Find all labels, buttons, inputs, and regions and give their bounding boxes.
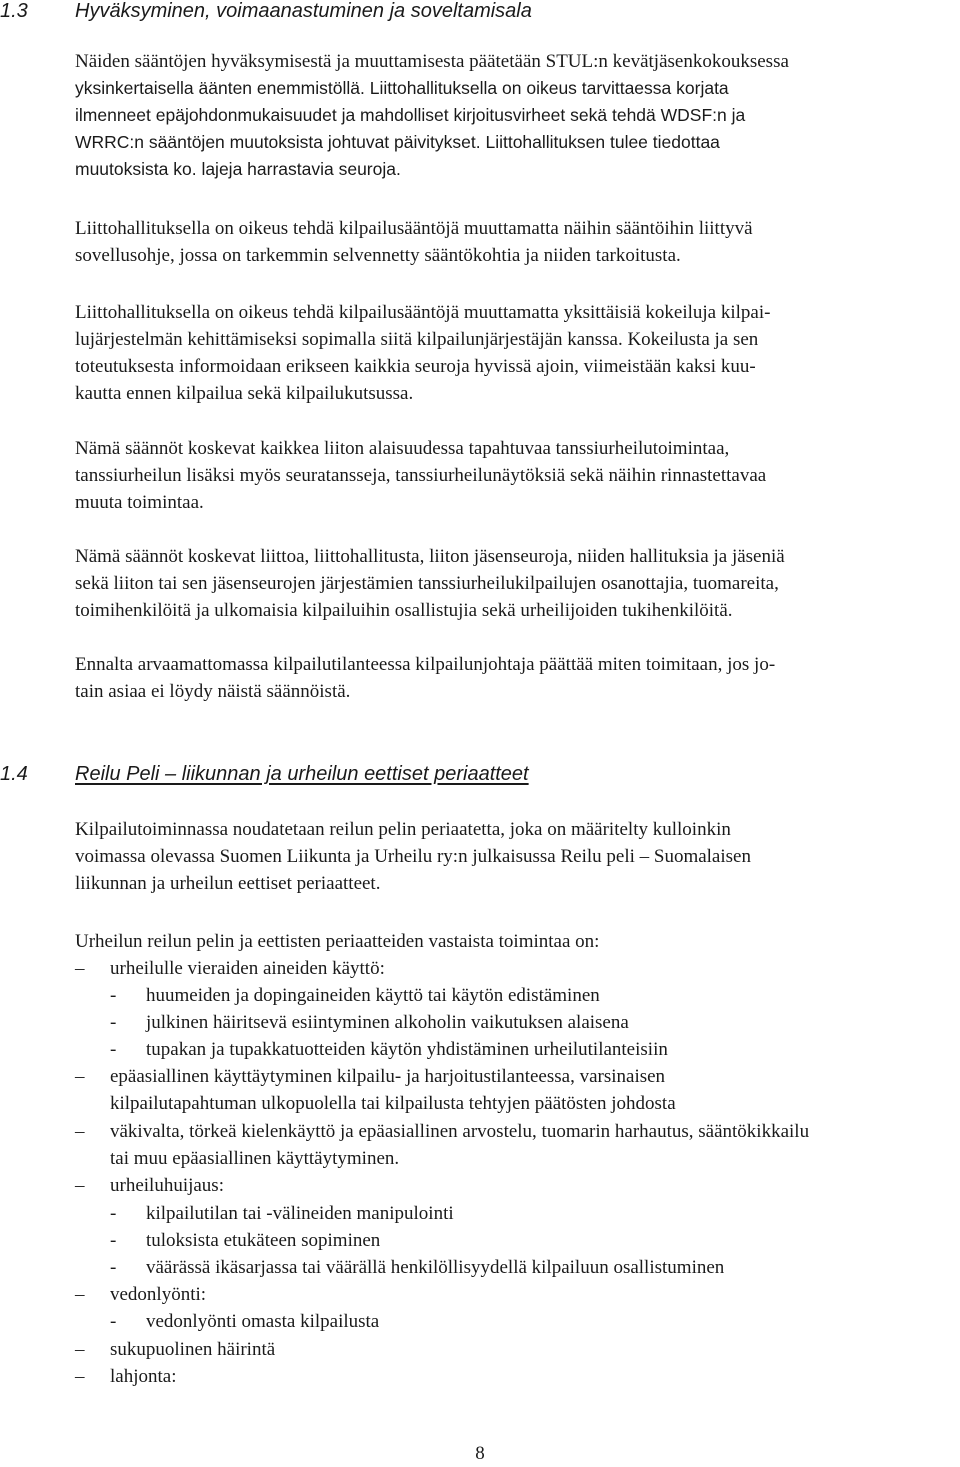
- text-line: toimihenkilöitä ja ulkomaisia kilpailuihin osallistujia sekä urheilijoiden tukihenkilöitä.: [75, 600, 733, 621]
- text-line: tanssiurheilun lisäksi myös seuratansseja, tanssiurheilunäytöksiä sekä näihin rinnastettavaa: [75, 465, 767, 486]
- dash-bullet: -: [110, 1257, 117, 1278]
- paragraph-violations-intro: [75, 928, 935, 955]
- dash-bullet: –: [75, 1175, 85, 1196]
- list-item-continuation: [0, 1145, 960, 1172]
- paragraph-scope-persons: [75, 543, 935, 624]
- dash-bullet: –: [75, 1366, 85, 1387]
- list-item: [0, 1336, 960, 1363]
- dash-bullet: -: [110, 1230, 117, 1251]
- text-line: sekä liiton tai sen jäsenseurojen järjestämien tanssiurheilukilpailujen osanottajia, tuomareita,: [75, 573, 779, 594]
- text-line: liikunnan ja urheilun eettiset periaatteet.: [75, 873, 381, 894]
- list-item: [0, 1281, 960, 1308]
- dash-bullet: –: [75, 1284, 85, 1305]
- list-item-text: tupakan ja tupakkatuotteiden käytön yhdistäminen urheilutilanteisiin: [146, 1039, 668, 1060]
- list-item-text: sukupuolinen häirintä: [110, 1339, 276, 1360]
- paragraph-scope-activities: [75, 435, 935, 516]
- text-line: yksinkertaisella äänten enemmistöllä. Liittohallituksella on oikeus tarvittaessa korjata: [75, 78, 729, 98]
- paragraph-application-guide: [75, 215, 935, 269]
- section-title: Hyväksyminen, voimaanastuminen ja soveltamisala: [75, 0, 532, 22]
- text-line: Ennalta arvaamattomassa kilpailutilanteessa kilpailunjohtaja päättää miten toimitaan, jos jo-: [75, 654, 776, 675]
- text-line: Näiden sääntöjen hyväksymisestä ja muuttamisesta päätetään STUL:n kevätjäsenkokouksessa: [75, 51, 789, 72]
- list-item: [0, 1363, 960, 1390]
- list-item-text: epäasiallinen käyttäytyminen kilpailu- ja harjoitustilanteessa, varsinaisen: [110, 1066, 666, 1087]
- list-item-text: väkivalta, törkeä kielenkäyttö ja epäasiallinen arvostelu, tuomarin harhautus, sääntökikkailu: [110, 1121, 810, 1142]
- paragraph-unforeseen: [75, 651, 935, 705]
- dash-bullet: -: [110, 1311, 117, 1332]
- list-item-text: tuloksista etukäteen sopiminen: [146, 1230, 381, 1251]
- list-item: [0, 1063, 960, 1090]
- text-line: muutoksista ko. lajeja harrastavia seuroja.: [75, 159, 401, 179]
- text-line: voimassa olevassa Suomen Liikunta ja Urheilu ry:n julkaisussa Reilu peli – Suomalaisen: [75, 846, 751, 867]
- list-item-text: julkinen häiritsevä esiintyminen alkoholin vaikutuksen alaisena: [146, 1012, 629, 1033]
- list-subitem: [0, 1308, 960, 1335]
- page-number: 8: [475, 1443, 485, 1464]
- list-item-text: kilpailutapahtuman ulkopuolella tai kilpailusta tehtyjen päätösten johdosta: [110, 1093, 676, 1114]
- text-line: sovellusohje, jossa on tarkemmin selvennetty sääntökohtia ja niiden tarkoitusta.: [75, 245, 681, 266]
- text-line: Liittohallituksella on oikeus tehdä kilpailusääntöjä muuttamatta näihin sääntöihin liittyvä: [75, 218, 753, 239]
- text-line: Nämä säännöt koskevat liittoa, liittohallitusta, liiton jäsenseuroja, niiden hallituksia ja jäseniä: [75, 546, 785, 567]
- dash-bullet: –: [75, 1121, 85, 1142]
- paragraph-fair-play: [75, 816, 935, 897]
- dash-bullet: –: [75, 958, 85, 979]
- text-line: lujärjestelmän kehittämiseksi sopimalla siitä kilpailunjärjestäjän kanssa. Kokeilusta ja sen: [75, 329, 759, 350]
- list-subitem: [0, 1227, 960, 1254]
- list-subitem: [0, 1009, 960, 1036]
- list-item-text: urheiluhuijaus:: [110, 1175, 224, 1196]
- list-item-text: väärässä ikäsarjassa tai väärällä henkilöllisyydellä kilpailuun osallistuminen: [146, 1257, 725, 1278]
- dash-bullet: -: [110, 1039, 117, 1060]
- text-line: kautta ennen kilpailua sekä kilpailukutsussa.: [75, 383, 414, 404]
- list-item: [0, 1172, 960, 1199]
- list-item-text: urheilulle vieraiden aineiden käyttö:: [110, 958, 385, 979]
- list-item-text: tai muu epäasiallinen käyttäytyminen.: [110, 1148, 400, 1169]
- text-line: Liittohallituksella on oikeus tehdä kilpailusääntöjä muuttamatta yksittäisiä kokeiluja kilpai-: [75, 302, 771, 323]
- text-line: WRRC:n sääntöjen muutoksista johtuvat päivitykset. Liittohallituksen tulee tiedottaa: [75, 132, 720, 152]
- section-number: 1.3: [0, 0, 28, 22]
- text-line: ilmenneet epäjohdonmukaisuudet ja mahdolliset kirjoitusvirheet sekä tehdä WDSF:n ja: [75, 105, 746, 125]
- list-item-text: kilpailutilan tai -välineiden manipulointi: [146, 1203, 454, 1224]
- dash-bullet: -: [110, 1012, 117, 1033]
- list-item: [0, 1118, 960, 1145]
- list-item-continuation: [0, 1090, 960, 1117]
- list-item-text: huumeiden ja dopingaineiden käyttö tai käytön edistäminen: [146, 985, 600, 1006]
- paragraph-experiments: [75, 299, 935, 407]
- list-item-text: vedonlyönti:: [110, 1284, 207, 1305]
- list-item: [0, 955, 960, 982]
- list-subitem: [0, 1036, 960, 1063]
- section-title: Reilu Peli – liikunnan ja urheilun eettiset periaatteet: [75, 763, 529, 785]
- dash-bullet: -: [110, 985, 117, 1006]
- dash-bullet: –: [75, 1339, 85, 1360]
- section-number: 1.4: [0, 763, 28, 785]
- text-line: tain asiaa ei löydy näistä säännöistä.: [75, 681, 351, 702]
- dash-bullet: -: [110, 1203, 117, 1224]
- list-item-text: vedonlyönti omasta kilpailusta: [146, 1311, 380, 1332]
- list-item-text: lahjonta:: [110, 1366, 177, 1387]
- dash-bullet: –: [75, 1066, 85, 1087]
- list-subitem: [0, 1254, 960, 1281]
- list-subitem: [0, 982, 960, 1009]
- text-line: Kilpailutoiminnassa noudatetaan reilun pelin periaatetta, joka on määritelty kulloinkin: [75, 819, 731, 840]
- paragraph-approval: [75, 48, 935, 183]
- text-line: muuta toimintaa.: [75, 492, 204, 513]
- text-line: Nämä säännöt koskevat kaikkea liiton alaisuudessa tapahtuvaa tanssiurheilutoimintaa,: [75, 438, 730, 459]
- text-line: toteutuksesta informoidaan erikseen kaikkia seuroja hyvissä ajoin, viimeistään kaksi kuu-: [75, 356, 756, 377]
- list-subitem: [0, 1200, 960, 1227]
- text-line: Urheilun reilun pelin ja eettisten periaatteiden vastaista toimintaa on:: [75, 931, 600, 952]
